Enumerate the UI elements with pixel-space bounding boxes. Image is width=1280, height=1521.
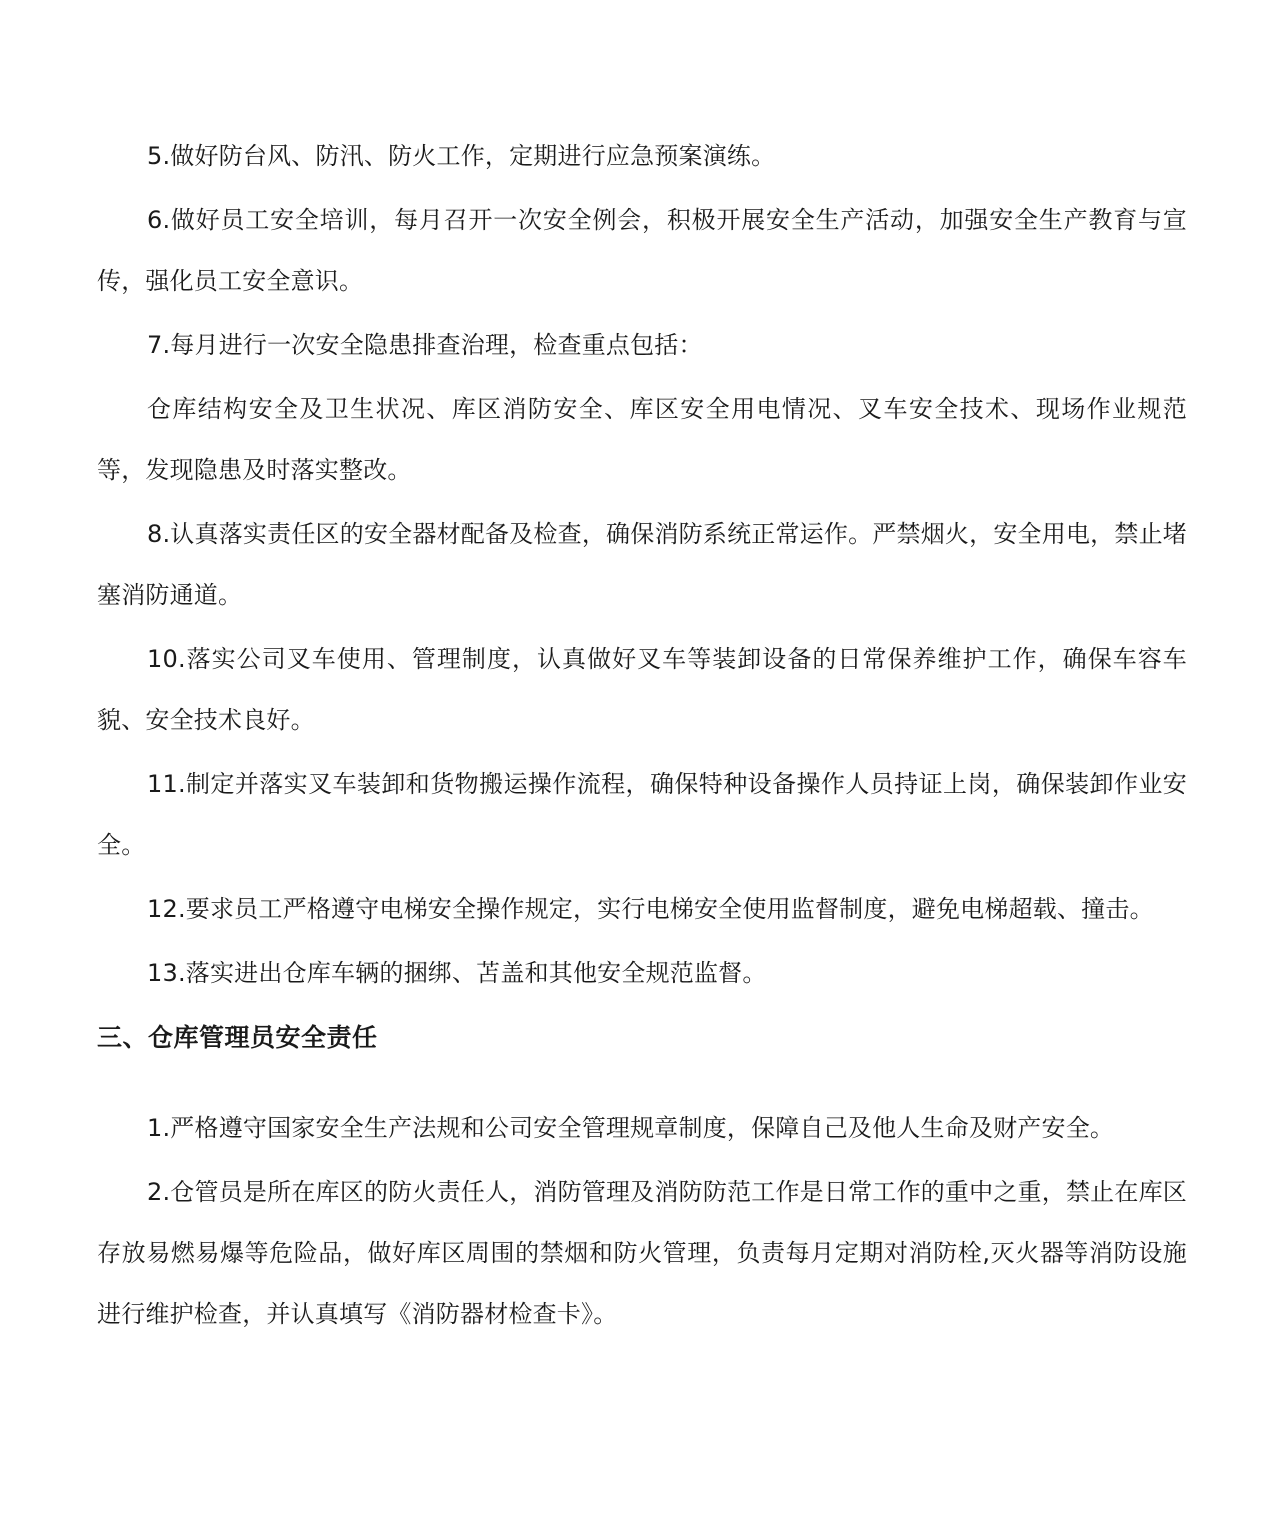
paragraph-item-10: 10.落实公司叉车使用、管理制度，认真做好叉车等装卸设备的日常保养维护工作，确保车容车貌、安全技术良好。 — [97, 645, 1187, 734]
paragraph-item-12: 12.要求员工严格遵守电梯安全操作规定，实行电梯安全使用监督制度，避免电梯超载、撞击。 — [147, 895, 1154, 923]
paragraph-section3-item-1: 1.严格遵守国家安全生产法规和公司安全管理规章制度，保障自己及他人生命及财产安全。 — [147, 1114, 1115, 1142]
document-body — [97, 126, 1187, 1348]
paragraph-item-8: 8.认真落实责任区的安全器材配备及检查，确保消防系统正常运作。严禁烟火，安全用电，禁止堵塞消防通道。 — [97, 520, 1187, 609]
paragraph-item-5: 5.做好防台风、防汛、防火工作，定期进行应急预案演练。 — [147, 142, 776, 170]
paragraph-item-13: 13.落实进出仓库车辆的捆绑、苫盖和其他安全规范监督。 — [147, 959, 767, 987]
paragraph-item-7-detail: 仓库结构安全及卫生状况、库区消防安全、库区安全用电情况、叉车安全技术、现场作业规范等，发现隐患及时落实整改。 — [97, 395, 1187, 484]
paragraph-item-11: 11.制定并落实叉车装卸和货物搬运操作流程，确保特种设备操作人员持证上岗，确保装卸作业安全。 — [97, 770, 1187, 859]
section-heading: 三、仓库管理员安全责任 — [97, 1023, 378, 1052]
paragraph-section3-item-2: 2.仓管员是所在库区的防火责任人，消防管理及消防防范工作是日常工作的重中之重，禁止在库区存放易燃易爆等危险品，做好库区周围的禁烟和防火管理，负责每月定期对消防栓,灭火器等消防设施进行维护检查，并认真填写《消防器材检查卡》。 — [97, 1178, 1187, 1328]
paragraph-item-6: 6.做好员工安全培训，每月召开一次安全例会，积极开展安全生产活动，加强安全生产教育与宣传，强化员工安全意识。 — [97, 206, 1187, 295]
paragraph-item-7: 7.每月进行一次安全隐患排查治理，检查重点包括： — [147, 331, 703, 359]
